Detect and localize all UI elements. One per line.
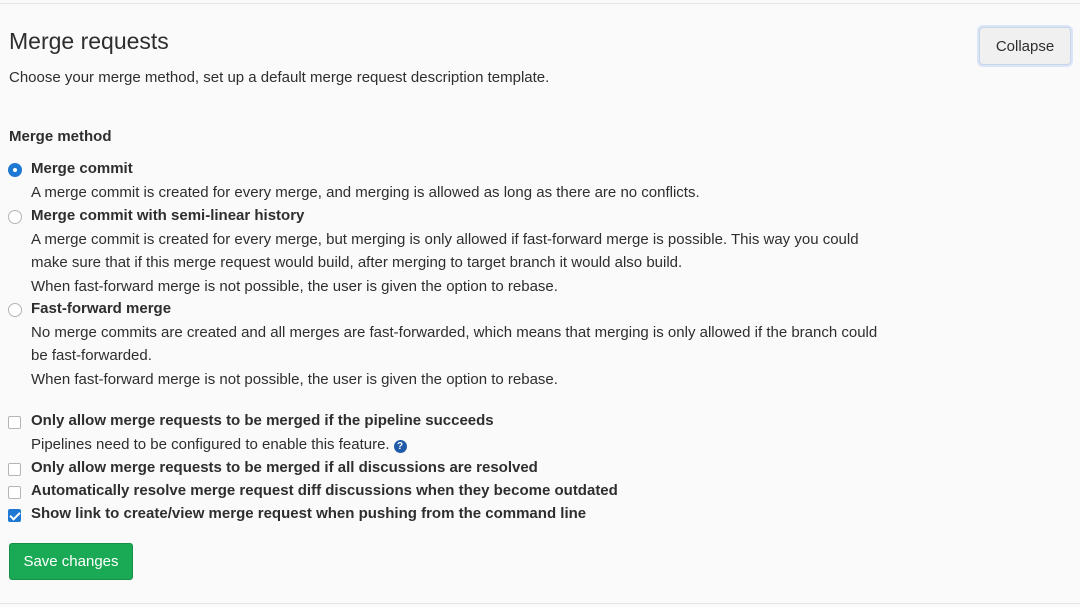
merge-commit-radio[interactable]: [8, 163, 22, 177]
merge-method-label: Merge method: [9, 128, 112, 145]
pipeline-succeeds-checkbox[interactable]: [8, 416, 21, 429]
section-title: Merge requests: [9, 28, 169, 54]
description-line: When fast-forward merge is not possible, the user is given the option to rebase.: [31, 277, 558, 295]
fast-forward-title[interactable]: Fast-forward merge: [31, 300, 172, 317]
merge-commit-title[interactable]: Merge commit: [31, 160, 133, 177]
top-divider: [0, 3, 1080, 4]
question-circle-icon[interactable]: ?: [394, 440, 407, 453]
discussions-resolved-label[interactable]: Only allow merge requests to be merged if all discussions are resolved: [31, 459, 538, 476]
merge-commit-description: [31, 181, 971, 204]
collapse-button[interactable]: Collapse: [979, 27, 1071, 65]
semi-linear-title[interactable]: Merge commit with semi-linear history: [31, 207, 305, 224]
semi-linear-radio[interactable]: [8, 210, 22, 224]
auto-resolve-checkbox[interactable]: [8, 486, 21, 499]
description-line: A merge commit is created for every merge, and merging is allowed as long as there are no conflicts.: [31, 184, 700, 201]
description-line: be fast-forwarded.: [31, 347, 152, 365]
bottom-divider: [0, 603, 1080, 604]
fast-forward-description: [31, 321, 971, 391]
discussions-resolved-checkbox[interactable]: [8, 463, 21, 476]
pipeline-help-line: Pipelines need to be configured to enable this feature.: [31, 436, 390, 453]
fast-forward-radio[interactable]: [8, 303, 22, 317]
description-line: When fast-forward merge is not possible, the user is given the option to rebase.: [31, 370, 558, 388]
show-link-label[interactable]: Show link to create/view merge request when pushing from the command line: [31, 505, 587, 522]
show-link-checkbox[interactable]: [8, 509, 21, 522]
pipeline-help-text: [31, 433, 971, 456]
pipeline-succeeds-label[interactable]: Only allow merge requests to be merged if the pipeline succeeds: [31, 412, 494, 429]
semi-linear-description: [31, 228, 971, 298]
section-description: Choose your merge method, set up a default merge request description template.: [9, 69, 550, 86]
save-changes-button[interactable]: Save changes: [9, 543, 133, 580]
auto-resolve-label[interactable]: Automatically resolve merge request diff discussions when they become outdated: [31, 482, 618, 499]
description-line: No merge commits are created and all merges are fast-forwarded, which means that merging is only allowed if the branch could: [31, 324, 878, 341]
description-line: A merge commit is created for every merge, but merging is only allowed if fast-forward merge is possible. This way you could: [31, 231, 859, 248]
description-line: make sure that if this merge request would build, after merging to target branch it would also build.: [31, 254, 683, 272]
